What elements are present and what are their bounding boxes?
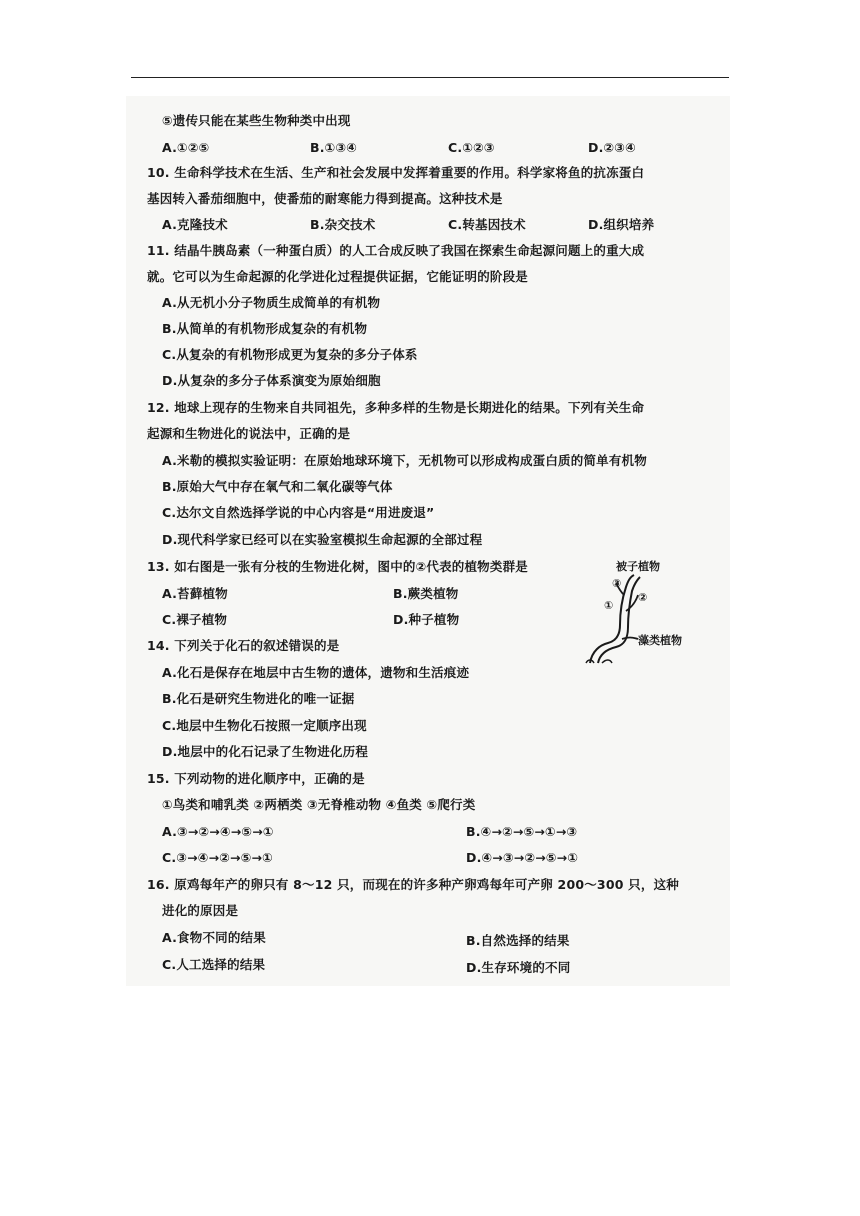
tree-branch-2 [626,595,638,611]
question-14-option-a[interactable]: A.化石是保存在地层中古生物的遗体，遗物和生活痕迹 [162,665,470,680]
question-9-option-c[interactable]: C.①②③ [448,140,495,155]
question-16-option-d[interactable]: D.生存环境的不同 [466,960,571,975]
question-15-stem: 15. 下列动物的进化顺序中，正确的是 [147,771,365,786]
question-14-option-c[interactable]: C.地层中生物化石按照一定顺序出现 [162,718,367,733]
question-10-stem-line-2: 基因转入番茄细胞中，使番茄的耐寒能力得到提高。这种技术是 [147,191,503,206]
tree-marker-2: ② [638,591,648,604]
question-9-option-a[interactable]: A.①②⑤ [162,140,210,155]
question-16-option-a[interactable]: A.食物不同的结果 [162,930,266,945]
question-9-option-b[interactable]: B.①③④ [310,140,358,155]
question-13-option-c[interactable]: C.裸子植物 [162,612,228,627]
question-10-option-a[interactable]: A.克隆技术 [162,217,228,232]
question-11-stem-line-1: 11. 结晶牛胰岛素（一种蛋白质）的人工合成反映了我国在探索生命起源问题上的重大成 [147,243,645,258]
tree-label-algae: 藻类植物 [638,634,682,647]
question-12-option-b[interactable]: B.原始大气中存在氧气和二氧化碳等气体 [162,479,393,494]
question-11-option-a[interactable]: A.从无机小分子物质生成简单的有机物 [162,295,381,310]
question-13-option-d[interactable]: D.种子植物 [393,612,460,627]
question-12-stem-line-1: 12. 地球上现存的生物来自共同祖先，多种多样的生物是长期进化的结果。下列有关生命 [147,400,645,415]
question-9-option-d[interactable]: D.②③④ [588,140,636,155]
question-10-stem-line-1: 10. 生命科学技术在生活、生产和社会发展中发挥着重要的作用。科学家将鱼的抗冻蛋白 [147,165,645,180]
question-12-option-d[interactable]: D.现代科学家已经可以在实验室模拟生命起源的全部过程 [162,532,483,547]
question-14-option-b[interactable]: B.化石是研究生物进化的唯一证据 [162,691,355,706]
question-13-stem: 13. 如右图是一张有分枝的生物进化树，图中的②代表的植物类群是 [147,559,528,574]
question-12-option-a[interactable]: A.米勒的模拟实验证明：在原始地球环境下，无机物可以形成构成蛋白质的简单有机物 [162,453,647,468]
question-11-stem-line-2: 就。它可以为生命起源的化学进化过程提供证据，它能证明的阶段是 [147,269,529,284]
question-11-option-d[interactable]: D.从复杂的多分子体系演变为原始细胞 [162,373,381,388]
question-11-option-b[interactable]: B.从简单的有机物形成复杂的有机物 [162,321,368,336]
question-14-stem: 14. 下列关于化石的叙述错误的是 [147,638,340,653]
question-12-stem-line-2: 起源和生物进化的说法中，正确的是 [147,426,351,441]
question-16-option-c[interactable]: C.人工选择的结果 [162,957,266,972]
question-15-option-a[interactable]: A.③→②→④→⑤→① [162,824,274,839]
tree-marker-3: ③ [612,577,622,590]
tree-branch-algae [622,638,638,640]
question-10-option-b[interactable]: B.杂交技术 [310,217,376,232]
question-14-option-d[interactable]: D.地层中的化石记录了生物进化历程 [162,744,369,759]
question-16-stem-line-1: 16. 原鸡每年产的卵只有 8～12 只，而现在的许多种产卵鸡每年可产卵 200～300 只，这种 [147,877,679,892]
question-10-option-c[interactable]: C.转基因技术 [448,217,526,232]
question-15-option-c[interactable]: C.③→④→②→⑤→① [162,850,273,865]
question-16-option-b[interactable]: B.自然选择的结果 [466,933,570,948]
question-11-option-c[interactable]: C.从复杂的有机物形成更为复杂的多分子体系 [162,347,418,362]
tree-label-angiosperms: 被子植物 [616,560,660,573]
question-12-option-c[interactable]: C.达尔文自然选择学说的中心内容是“用进废退” [162,505,435,520]
question-13-option-a[interactable]: A.苔藓植物 [162,586,228,601]
question-13-option-b[interactable]: B.蕨类植物 [393,586,459,601]
header-rule [131,77,729,78]
question-9-item-5: ⑤遗传只能在某些生物种类中出现 [162,113,351,128]
tree-marker-1: ① [604,599,614,612]
question-15-items: ①鸟类和哺乳类 ②两栖类 ③无脊椎动物 ④鱼类 ⑤爬行类 [162,797,476,812]
question-16-stem-line-2: 进化的原因是 [162,903,239,918]
question-15-option-b[interactable]: B.④→②→⑤→①→③ [466,824,578,839]
question-15-option-d[interactable]: D.④→③→②→⑤→① [466,850,579,865]
evolution-tree-figure [582,555,692,665]
question-10-option-d[interactable]: D.组织培养 [588,217,655,232]
